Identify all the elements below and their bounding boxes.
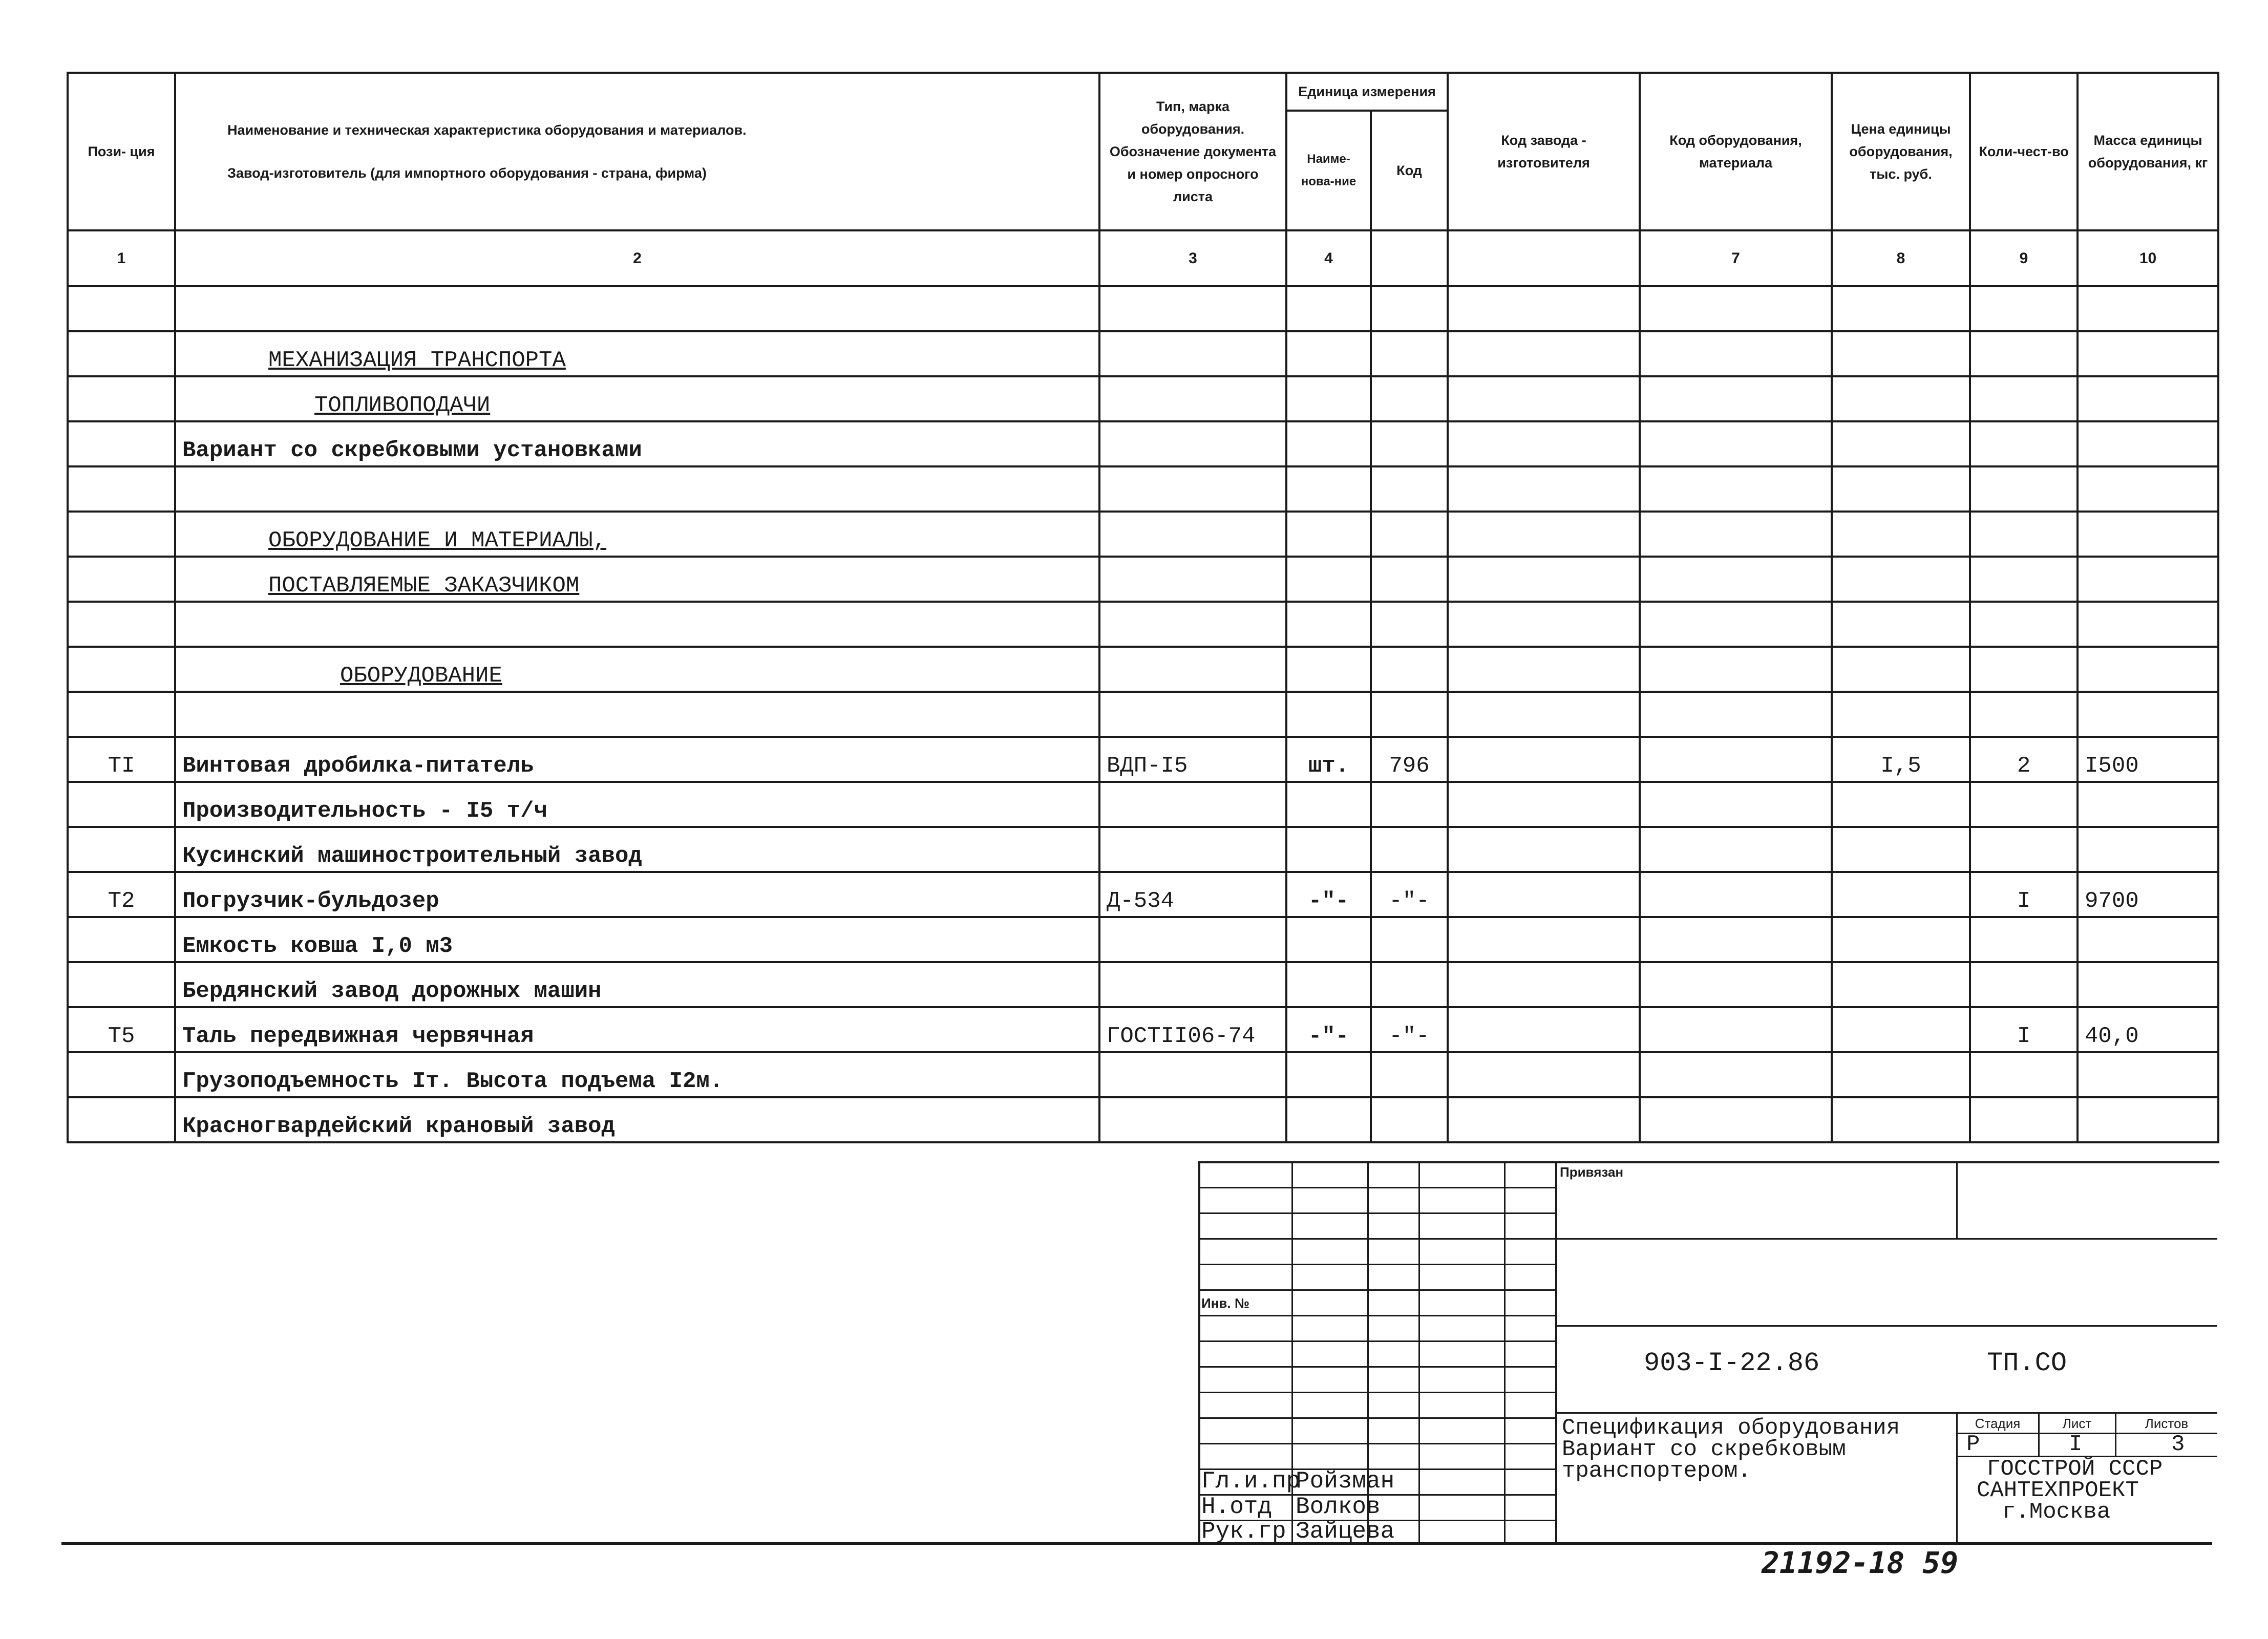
cell-unit-code xyxy=(1371,1052,1448,1097)
cell-mass xyxy=(2078,1097,2218,1142)
cell-position xyxy=(68,917,175,962)
cell-maker-code xyxy=(1448,872,1640,917)
cell-unit-code xyxy=(1371,692,1448,737)
cell-type xyxy=(1099,917,1286,962)
cell-type xyxy=(1099,376,1286,421)
cell-item-code xyxy=(1640,962,1832,1007)
header-row xyxy=(68,73,2218,111)
cell-unit-code xyxy=(1371,286,1448,331)
stage-label: Стадия xyxy=(1975,1416,2021,1431)
cell-quantity xyxy=(1970,962,2078,1007)
cell-unit-name xyxy=(1286,466,1371,512)
cell-mass xyxy=(2078,286,2218,331)
header-price: Цена единицы оборудования, тыс. руб. xyxy=(1832,73,1970,230)
document-mark: ТП.СО xyxy=(1987,1348,2067,1378)
cell-quantity xyxy=(1970,331,2078,376)
column-number: 3 xyxy=(1099,230,1286,286)
cell-price xyxy=(1832,466,1970,512)
cell-position xyxy=(68,1097,175,1142)
cell-maker-code xyxy=(1448,827,1640,872)
table-row xyxy=(68,917,2218,962)
stage-value: Р xyxy=(1966,1432,1980,1457)
cell-price xyxy=(1832,557,1970,602)
cell-mass xyxy=(2078,421,2218,466)
cell-type xyxy=(1099,466,1286,512)
cell-type xyxy=(1099,421,1286,466)
cell-unit-name xyxy=(1286,1052,1371,1097)
cell-mass xyxy=(2078,557,2218,602)
cell-price xyxy=(1832,872,1970,917)
table-row xyxy=(68,376,2218,421)
cell-mass xyxy=(2078,512,2218,557)
specification-body xyxy=(68,286,2218,1142)
cell-position xyxy=(68,512,175,557)
cell-mass xyxy=(2078,827,2218,872)
cell-maker-code xyxy=(1448,421,1640,466)
cell-mass: 9700 xyxy=(2078,872,2218,917)
cell-name: Бердянский завод дорожных машин xyxy=(175,962,1099,1007)
cell-quantity: I xyxy=(1970,872,2078,917)
cell-name xyxy=(175,466,1099,512)
cell-maker-code xyxy=(1448,286,1640,331)
table-row xyxy=(68,557,2218,602)
cell-name xyxy=(175,286,1099,331)
cell-maker-code xyxy=(1448,331,1640,376)
cell-price xyxy=(1832,512,1970,557)
header-quantity: Коли-чест-во xyxy=(1970,73,2078,230)
cell-name: Вариант со скребковыми установками xyxy=(175,421,1099,466)
table-row xyxy=(68,1097,2218,1142)
table-row xyxy=(68,872,2218,917)
header-item-code: Код оборудования, материала xyxy=(1640,73,1832,230)
cell-price xyxy=(1832,1052,1970,1097)
cell-unit-code xyxy=(1371,962,1448,1007)
header-maker-code: Код завода - изготовителя xyxy=(1448,73,1640,230)
header-unit-code: Код xyxy=(1371,111,1448,230)
cell-price xyxy=(1832,1007,1970,1052)
header-name-line2: Завод-изготовитель (для импортного оборудования - страна, фирма) xyxy=(227,165,707,181)
cell-position xyxy=(68,376,175,421)
column-number: 8 xyxy=(1832,230,1970,286)
cell-unit-code xyxy=(1371,602,1448,647)
cell-type xyxy=(1099,692,1286,737)
cell-type xyxy=(1099,782,1286,827)
title-line-3: транспортером. xyxy=(1562,1458,1751,1484)
cell-unit-name: шт. xyxy=(1286,737,1371,782)
cell-unit-name xyxy=(1286,512,1371,557)
cell-unit-name xyxy=(1286,557,1371,602)
cell-name: ОБОРУДОВАНИЕ И МАТЕРИАЛЫ, xyxy=(175,512,1099,557)
cell-name xyxy=(175,692,1099,737)
cell-mass xyxy=(2078,647,2218,692)
cell-item-code xyxy=(1640,602,1832,647)
cell-type xyxy=(1099,647,1286,692)
cell-name: Погрузчик-бульдозер xyxy=(175,872,1099,917)
cell-type xyxy=(1099,962,1286,1007)
cell-item-code xyxy=(1640,286,1832,331)
cell-maker-code xyxy=(1448,1052,1640,1097)
cell-type xyxy=(1099,512,1286,557)
cell-unit-code xyxy=(1371,331,1448,376)
cell-item-code xyxy=(1640,557,1832,602)
cell-mass xyxy=(2078,1052,2218,1097)
cell-price xyxy=(1832,962,1970,1007)
cell-unit-name xyxy=(1286,1097,1371,1142)
cell-maker-code xyxy=(1448,376,1640,421)
cell-type xyxy=(1099,1097,1286,1142)
cell-name: Производительность - I5 т/ч xyxy=(175,782,1099,827)
cell-name: Винтовая дробилка-питатель xyxy=(175,737,1099,782)
cell-maker-code xyxy=(1448,1007,1640,1052)
cell-position: TI xyxy=(68,737,175,782)
cell-name: ОБОРУДОВАНИЕ xyxy=(175,647,1099,692)
cell-unit-code xyxy=(1371,1097,1448,1142)
header-unit-name: Наиме-нова-ние xyxy=(1286,111,1371,230)
cell-item-code xyxy=(1640,872,1832,917)
table-row xyxy=(68,602,2218,647)
cell-position xyxy=(68,557,175,602)
cell-price xyxy=(1832,331,1970,376)
cell-position xyxy=(68,827,175,872)
cell-position xyxy=(68,286,175,331)
cell-quantity: 2 xyxy=(1970,737,2078,782)
cell-unit-name: -"- xyxy=(1286,1007,1371,1052)
cell-unit-code xyxy=(1371,376,1448,421)
cell-unit-name xyxy=(1286,286,1371,331)
header-unit-group: Единица измерения xyxy=(1286,73,1448,111)
document-code: 903-I-22.86 xyxy=(1644,1348,1820,1378)
cell-mass xyxy=(2078,331,2218,376)
cell-position: T5 xyxy=(68,1007,175,1052)
cell-unit-name: -"- xyxy=(1286,872,1371,917)
column-number xyxy=(1371,230,1448,286)
org-line-2: САНТЕХПРОЕКТ xyxy=(1977,1478,2139,1503)
table-row xyxy=(68,827,2218,872)
cell-item-code xyxy=(1640,376,1832,421)
org-line-1: ГОССТРОЙ СССР xyxy=(1987,1456,2163,1482)
cell-unit-name xyxy=(1286,962,1371,1007)
cell-mass xyxy=(2078,917,2218,962)
cell-price xyxy=(1832,647,1970,692)
cell-type xyxy=(1099,602,1286,647)
cell-mass xyxy=(2078,466,2218,512)
cell-item-code xyxy=(1640,827,1832,872)
cell-position xyxy=(68,782,175,827)
table-row xyxy=(68,1007,2218,1052)
cell-unit-code xyxy=(1371,827,1448,872)
cell-mass xyxy=(2078,962,2218,1007)
cell-price: I,5 xyxy=(1832,737,1970,782)
cell-mass xyxy=(2078,376,2218,421)
cell-mass xyxy=(2078,782,2218,827)
cell-item-code xyxy=(1640,1007,1832,1052)
cell-type xyxy=(1099,331,1286,376)
signature-name-2: Волков xyxy=(1296,1494,1381,1520)
table-row xyxy=(68,1052,2218,1097)
cell-item-code xyxy=(1640,512,1832,557)
header-type: Тип, марка оборудования. Обозначение документа и номер опросного листа xyxy=(1099,73,1286,230)
cell-position xyxy=(68,421,175,466)
cell-item-code xyxy=(1640,692,1832,737)
cell-price xyxy=(1832,1097,1970,1142)
cell-unit-code xyxy=(1371,421,1448,466)
cell-name: ПОСТАВЛЯЕМЫЕ ЗАКАЗЧИКОМ xyxy=(175,557,1099,602)
cell-quantity: I xyxy=(1970,1007,2078,1052)
cell-maker-code xyxy=(1448,962,1640,1007)
cell-type: ВДП-I5 xyxy=(1099,737,1286,782)
column-number-row xyxy=(68,230,2218,286)
cell-item-code xyxy=(1640,647,1832,692)
cell-unit-name xyxy=(1286,421,1371,466)
cell-unit-code xyxy=(1371,512,1448,557)
cell-quantity xyxy=(1970,557,2078,602)
column-number: 10 xyxy=(2078,230,2218,286)
cell-quantity xyxy=(1970,286,2078,331)
cell-type xyxy=(1099,286,1286,331)
cell-unit-code xyxy=(1371,557,1448,602)
cell-unit-name xyxy=(1286,917,1371,962)
cell-quantity xyxy=(1970,647,2078,692)
cell-price xyxy=(1832,421,1970,466)
table-row xyxy=(68,692,2218,737)
cell-mass: I500 xyxy=(2078,737,2218,782)
cell-name: МЕХАНИЗАЦИЯ ТРАНСПОРТА xyxy=(175,331,1099,376)
cell-unit-name xyxy=(1286,782,1371,827)
cell-name: Кусинский машиностроительный завод xyxy=(175,827,1099,872)
inventory-label: Инв. № xyxy=(1201,1295,1249,1311)
cell-unit-code: 796 xyxy=(1371,737,1448,782)
cell-position xyxy=(68,466,175,512)
cell-price xyxy=(1832,827,1970,872)
cell-type xyxy=(1099,557,1286,602)
cell-unit-code xyxy=(1371,647,1448,692)
cell-name: Красногвардейский крановый завод xyxy=(175,1097,1099,1142)
cell-quantity xyxy=(1970,602,2078,647)
cell-mass xyxy=(2078,602,2218,647)
header-name xyxy=(175,73,1099,230)
cell-quantity xyxy=(1970,466,2078,512)
signature-role-2: Н.отд xyxy=(1201,1494,1273,1520)
cell-type: Д-534 xyxy=(1099,872,1286,917)
header-position: Пози- ция xyxy=(68,73,175,230)
cell-quantity xyxy=(1970,421,2078,466)
cell-unit-code: -"- xyxy=(1371,872,1448,917)
table-row xyxy=(68,512,2218,557)
cell-item-code xyxy=(1640,1052,1832,1097)
table-row xyxy=(68,962,2218,1007)
cell-unit-code xyxy=(1371,917,1448,962)
header-name-line1: Наименование и техническая характеристика оборудования и материалов. xyxy=(227,122,747,138)
column-number: 4 xyxy=(1286,230,1371,286)
cell-item-code xyxy=(1640,466,1832,512)
cell-unit-code xyxy=(1371,466,1448,512)
cell-unit-name xyxy=(1286,602,1371,647)
signature-role-1: Гл.и.пр xyxy=(1201,1468,1301,1495)
cell-item-code xyxy=(1640,737,1832,782)
cell-price xyxy=(1832,286,1970,331)
cell-quantity xyxy=(1970,512,2078,557)
column-number: 2 xyxy=(175,230,1099,286)
cell-position xyxy=(68,647,175,692)
archive-number: 21192-18 59 xyxy=(1762,1545,1959,1580)
cell-item-code xyxy=(1640,421,1832,466)
cell-item-code xyxy=(1640,782,1832,827)
cell-item-code xyxy=(1640,917,1832,962)
sheet-value: I xyxy=(2069,1432,2083,1457)
cell-type xyxy=(1099,1052,1286,1097)
sheets-label: Листов xyxy=(2145,1416,2189,1431)
cell-maker-code xyxy=(1448,466,1640,512)
cell-item-code xyxy=(1640,1097,1832,1142)
cell-maker-code xyxy=(1448,917,1640,962)
cell-unit-code: -"- xyxy=(1371,1007,1448,1052)
cell-name: Емкость ковша I,0 м3 xyxy=(175,917,1099,962)
table-row xyxy=(68,421,2218,466)
header-mass: Масса единицы оборудования, кг xyxy=(2078,73,2218,230)
specification-table xyxy=(67,72,2219,1143)
title-line-1: Спецификация оборудования xyxy=(1562,1415,1900,1441)
table-row xyxy=(68,647,2218,692)
cell-item-code xyxy=(1640,331,1832,376)
cell-maker-code xyxy=(1448,512,1640,557)
signature-name-3: Зайцева xyxy=(1296,1518,1395,1545)
table-row xyxy=(68,782,2218,827)
cell-unit-name xyxy=(1286,331,1371,376)
cell-maker-code xyxy=(1448,782,1640,827)
column-number xyxy=(1448,230,1640,286)
cell-unit-name xyxy=(1286,827,1371,872)
cell-position xyxy=(68,602,175,647)
cell-quantity xyxy=(1970,782,2078,827)
cell-unit-name xyxy=(1286,376,1371,421)
cell-quantity xyxy=(1970,1097,2078,1142)
cell-position xyxy=(68,331,175,376)
cell-maker-code xyxy=(1448,1097,1640,1142)
cell-quantity xyxy=(1970,917,2078,962)
cell-maker-code xyxy=(1448,602,1640,647)
cell-price xyxy=(1832,782,1970,827)
cell-name xyxy=(175,602,1099,647)
org-line-3: г.Москва xyxy=(2002,1499,2111,1525)
cell-maker-code xyxy=(1448,692,1640,737)
cell-unit-name xyxy=(1286,647,1371,692)
cell-quantity xyxy=(1970,827,2078,872)
column-number: 1 xyxy=(68,230,175,286)
signature-role-3: Рук.гр xyxy=(1201,1518,1286,1545)
cell-maker-code xyxy=(1448,557,1640,602)
cell-unit-code xyxy=(1371,782,1448,827)
cell-name: ТОПЛИВОПОДАЧИ xyxy=(175,376,1099,421)
cell-type xyxy=(1099,827,1286,872)
cell-maker-code xyxy=(1448,647,1640,692)
sheet-label: Лист xyxy=(2062,1416,2092,1431)
cell-position xyxy=(68,692,175,737)
cell-position xyxy=(68,962,175,1007)
table-row xyxy=(68,331,2218,376)
cell-name: Таль передвижная червячная xyxy=(175,1007,1099,1052)
column-number: 7 xyxy=(1640,230,1832,286)
cell-mass xyxy=(2078,692,2218,737)
table-row xyxy=(68,466,2218,512)
title-line-2: Вариант со скребковым xyxy=(1562,1437,1846,1462)
cell-position xyxy=(68,1052,175,1097)
sheets-value: 3 xyxy=(2171,1432,2185,1457)
cell-price xyxy=(1832,602,1970,647)
cell-type: ГОСТII06-74 xyxy=(1099,1007,1286,1052)
cell-quantity xyxy=(1970,692,2078,737)
table-row xyxy=(68,286,2218,331)
column-number: 9 xyxy=(1970,230,2078,286)
table-row xyxy=(68,737,2218,782)
cell-unit-name xyxy=(1286,692,1371,737)
cell-position: T2 xyxy=(68,872,175,917)
cell-name: Грузоподъемность Iт. Высота подъема I2м. xyxy=(175,1052,1099,1097)
cell-price xyxy=(1832,692,1970,737)
cell-price xyxy=(1832,376,1970,421)
signature-name-1: Ройзман xyxy=(1296,1468,1395,1495)
cell-mass: 40,0 xyxy=(2078,1007,2218,1052)
cell-price xyxy=(1832,917,1970,962)
title-block xyxy=(1198,1161,2217,1545)
cell-quantity xyxy=(1970,376,2078,421)
cell-quantity xyxy=(1970,1052,2078,1097)
bound-label: Привязан xyxy=(1560,1164,1624,1180)
cell-maker-code xyxy=(1448,737,1640,782)
